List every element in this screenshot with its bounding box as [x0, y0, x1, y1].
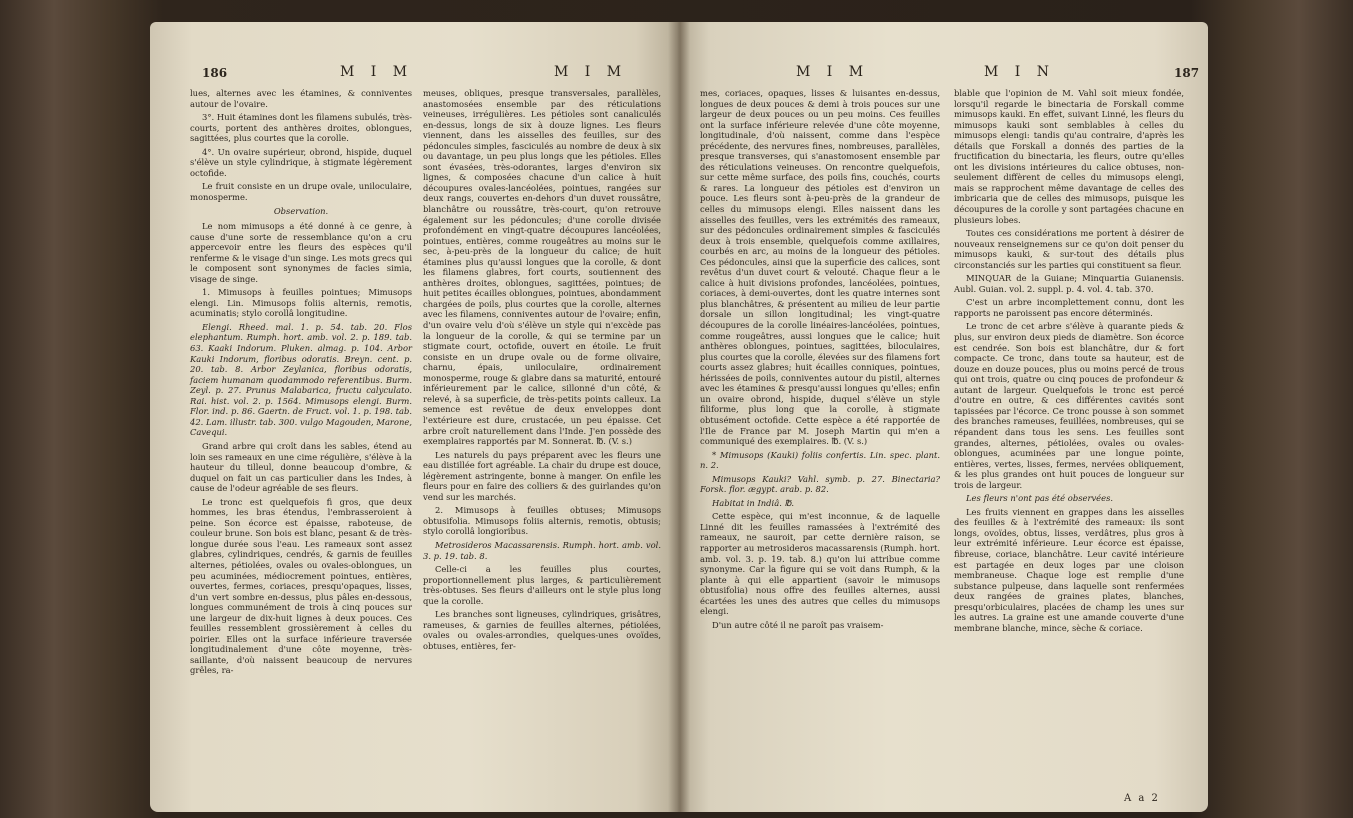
- paragraph: Les fleurs n'ont pas été observées.: [966, 493, 1114, 504]
- paragraph: Les fruits viennent en grappes dans les aisselles des feuilles & à l'extrémité des rameaux: ils sont longs, ovoïdes, obtus, lisses, verdâtres, plus gros à leur extrémité inférieure. Leur écorce est épaisse, fibreuse, coriace, blanchâtre. Leur cavité intérieure est partagée en deux loges par une cloison membraneuse. Chaque loge est remplie d'une substance pulpeuse, dans laquelle sont renfermées deux rangées de graines plates, blanches, presqu'orbiculaires, placées de champ les unes sur les autres. La graine est une amande couverte d'une membrane blanche, mince, sèche & coriace.: [954, 506, 1184, 633]
- paragraph: Grand arbre qui croît dans les sables, étend au loin ses rameaux en une cime régulière, s'élève à la hauteur du tilleul, donne beaucoup d'ombre, & duquel on fait un cas particulier dans les Indes, à cause de l'odeur agréable de ses fleurs.: [190, 440, 412, 494]
- paragraph: MINQUAR de la Guiane; Minquartia Guianensis. Aubl. Guian. vol. 2. suppl. p. 4. vol. 4. tab. 370.: [954, 273, 1184, 294]
- running-head: M I M: [554, 64, 628, 80]
- paragraph: mes, coriaces, opaques, lisses & luisantes en-dessus, longues de deux pouces & demi à trois pouces sur une largeur de deux pouces ou un peu moins. Ces feuilles ont la surface inférieure relevée d'une côte moyenne, longitudinale, d'où naissent, comme dans l'espèce précédente, des nervures fines, nombreuses, parallèles, presque transverses, qui s'anastomosent ensemble par des réticulations veineuses. On rencontre quelquefois, sur cette même surface, des poils fins, couchés, courts & rares. La longueur des pétioles est d'environ un pouce. Les fleurs sont à-peu-près de la grandeur de celles du mimusops elengi. Elles naissent dans les aisselles des feuilles, vers les extrémités des rameaux, sur des pédoncules ordinairement simples & fasciculés deux à trois ensemble, quelquefois comme axillaires, courbés en arc, au moins de la longueur des pétioles. Ces pédoncules, ainsi que la superficie des calices, sont revêtus d'un duvet court & velouté. Chaque fleur a le calice à huit divisions profondes, lancéolées, pointues, coriaces, à demi-ouvertes, dont les quatre internes sont plus blanchâtres, & présentent au milieu de leur partie dorsale un sillon longitudinal; les vingt-quatre découpures de la corolle linéaires-lancéolées, pointues, comme rougeâtres, aussi longues que le calice; huit anthères oblongues, pointues, sagittées, biloculaires, plus courtes que la corolle, élevées sur des filamens fort courts assez glabres; huit écailles conniques, pointues, hérissées de poils, conniventes autour du pistil, alternes avec les étamines & presqu'aussi longues qu'elles; enfin un ovaire obrond, hispide, duquel s'élève un style filiforme, plus long que la corolle, à stigmate obtusément octofide. Cette espèce a été rapportée de l'Ile de France par M. Joseph Martin qui m'en a communiqué des exemplaires. ℔. (V. s.): [700, 88, 940, 447]
- paragraph: Cette espèce, qui m'est inconnue, & de laquelle Linné dit les feuilles ramassées à l'extrémité des rameaux, ne sauroit, par cette dernière raison, se rapporter au metrosideros macassarensis (Rumph. hort. amb. vol. 3. p. 19. tab. 8.) qu'on lui attribue comme synonyme. Car la figure qui se voit dans Rumph, & la plante à qui elle appartient (savoir le mimusops obtusifolia) nous offre des feuilles alternes, aussi écartées les unes des autres que celles du mimusops elengi.: [700, 511, 940, 617]
- paragraph: Le tronc de cet arbre s'élève à quarante pieds & plus, sur environ deux pieds de diamètre. Son écorce est cendrée. Son bois est blanchâtre, dur & fort compacte. Ce tronc, dans toute sa hauteur, est de douze en douze pouces, plus ou moins percé de trous qui ont trois, quatre ou cinq pouces de profondeur & autant de largeur. Quelquefois le tronc est percé d'outre en outre, & ces différentes cavités sont tapissées par l'écorce. Ce tronc pousse à son sommet des branches rameuses, feuillées, nombreuses, qui se répandent dans tous les sens. Les feuilles sont grandes, alternes, pétiolées, ovales ou ovales-oblongues, acuminées par une longue pointe, entières, vertes, lisses, fermes, nervées obliquement, & les plus grandes ont huit pouces de longueur sur trois de largeur.: [954, 321, 1184, 490]
- paragraph: 4°. Un ovaire supérieur, obrond, hispide, duquel s'élève un style cylindrique, à stigmate légèrement octofide.: [190, 146, 412, 178]
- running-head: M I M: [340, 64, 414, 80]
- paragraph: D'un autre côté il ne paroît pas vraisem-: [712, 619, 884, 630]
- text-column: [423, 88, 661, 654]
- section-heading: Observation.: [273, 206, 329, 217]
- page-number: 187: [1174, 66, 1200, 80]
- text-column: [190, 88, 412, 679]
- paragraph: Le nom mimusops a été donné à ce genre, à cause d'une sorte de ressemblance qu'on a cru appercevoir entre les fleurs des espèces qu'il renferme & le visage d'un singe. Les mots grecs qui le composent sont synonymes de facies simia, visage de singe.: [190, 221, 412, 284]
- paragraph: Habitat in Indiâ. ℔.: [712, 497, 795, 508]
- paragraph: 1. Mimusops à feuilles pointues; Mimusops elengi. Lin. Mimusops foliis alternis, remotis, acuminatis; stylo corollâ longitudine.: [190, 287, 412, 319]
- paragraph: 2. Mimusops à feuilles obtuses; Mimusops obtusifolia. Mimusops foliis alternis, remotis, obtusis; stylo corollâ longioribus.: [423, 505, 661, 537]
- running-head: M I N: [984, 64, 1056, 80]
- paragraph: * Mimusops (Kauki) foliis confertis. Lin. spec. plant. n. 2.: [700, 449, 940, 471]
- paragraph: blable que l'opinion de M. Vahl soit mieux fondée, lorsqu'il regarde le binectaria de Forskall comme mimusops kauki. En effet, suivant Linné, les fleurs du mimusops kauki sont semblables à celles du mimusops elengi: tandis qu'au contraire, d'après les détails que Forskall a donnés des parties de la fructification du binectaria, les fleurs, outre qu'elles ont les divisions intérieures du calice obtuses, non-seulement diffèrent de celles du mimusops elengi, mais se rapprochent même davantage de celles des imbricaria que de celles des mimusops, puisque les découpures de la corolle y sont partagées chacune en plusieurs lobes.: [954, 88, 1184, 225]
- text-column: [700, 88, 940, 633]
- paragraph: lues, alternes avec les étamines, & conniventes autour de l'ovaire.: [190, 88, 412, 109]
- paragraph: Toutes ces considérations me portent à désirer de nouveaux renseignemens sur ce qu'on doit penser du mimusops kauki, & sur-tout des détails plus circonstanciés sur les parties qui constituent sa fleur.: [954, 228, 1184, 270]
- paragraph: Le fruit consiste en un drupe ovale, uniloculaire, monosperme.: [190, 181, 412, 202]
- paragraph: Mimusops Kauki? Vahl. symb. p. 27. Binectaria? Forsk. flor. ægypt. arab. p. 82.: [700, 473, 940, 495]
- paragraph: Les naturels du pays préparent avec les fleurs une eau distillée fort agréable. La chair du drupe est douce, légèrement astringente, bonne à manger. On enfile les fleurs pour en faire des colliers & des guirlandes qu'on vend sur les marchés.: [423, 449, 661, 502]
- paragraph: Metrosideros Macassarensis. Rumph. hort. amb. vol. 3. p. 19. tab. 8.: [423, 539, 661, 561]
- page-number: 186: [202, 66, 228, 80]
- text-column: [954, 88, 1184, 636]
- paragraph: Le tronc est quelquefois fi gros, que deux hommes, les bras étendus, l'embrasseroient à peine. Son écorce est épaisse, raboteuse, de couleur brune. Son bois est blanc, pesant & de très-longue durée sous l'eau. Les rameaux sont assez glabres, cylindriques, cendrés, & garnis de feuilles alternes, pétiolées, ovales ou ovales-oblongues, un peu acuminées, médiocrement pointues, entières, ouvertes, fermes, coriaces, presqu'opaques, lisses, d'un vert sombre en-dessus, plus pâles en-dessous, longues communément de trois à cinq pouces sur une largeur de dix-huit lignes à deux pouces. Ces feuilles ressemblent grossièrement à celles du poirier. Elles ont la surface inférieure traversée longitudinalement d'une côte moyenne, très-saillante, d'où naissent beaucoup de nervures grêles, ra-: [190, 496, 412, 676]
- paragraph: meuses, obliques, presque transversales, parallèles, anastomosées ensemble par des réticulations veineuses, irrégulières. Les pétioles sont canaliculés en-dessus, longs de six à douze lignes. Les fleurs viennent, dans les aisselles des feuilles, sur des pédoncules simples, fasciculés au nombre de deux à six ou davantage, un peu plus longs que les pétioles. Elles sont évasées, très-odorantes, larges d'environ six lignes, & composées chacune d'un calice à huit découpures ovales-lancéolées, pointues, rangées sur deux rangs, couvertes en-dehors d'un duvet roussâtre, blanchâtre ou roussâtre, très-court, qu'on retrouve également sur les pédoncules; d'une corolle divisée profondément en vingt-quatre découpures lancéolées, pointues, entières, comme rougeâtres au moins sur le sec, à-peu-près de la longueur du calice; de huit étamines plus qu'aussi longues que la corolle, & dont les filamens glabres, fort courts, soutiennent des anthères droites, oblongues, sagittées, pointues; de huit petites écailles oblongues, pointues, abondamment chargées de poils, plus courtes que la corolle, alternes avec les filamens, conniventes autour de l'ovaire; enfin, d'un ovaire velu d'où s'élève un style qui n'excède pas la longueur de la corolle, & qui se termine par un stigmate court, octofide, ouvert en étoile. Le fruit consiste en un drupe ovale ou de forme olivaire, charnu, épais, uniloculaire, ordinairement monosperme, rouge & glabre dans sa maturité, entouré inférieurement par le calice, sillonné d'un côté, & relevé, à sa superficie, de très-petits points calleux. La semence est revêtue de deux enveloppes dont l'extérieure est dure, crustacée, un peu épaisse. Cet arbre croît naturellement dans l'Inde. J'en possède des exemplaires rapportés par M. Sonnerat. ℔. (V. s.): [423, 88, 661, 447]
- paragraph: C'est un arbre incomplettement connu, dont les rapports ne paroissent pas encore déterminés.: [954, 297, 1184, 318]
- paragraph: Les branches sont ligneuses, cylindriques, grisâtres, rameuses, & garnies de feuilles alternes, pétiolées, ovales ou ovales-arrondies, quelques-unes ovoïdes, obtuses, entières, fer-: [423, 609, 661, 651]
- running-head: M I M: [796, 64, 870, 80]
- right-page: [678, 22, 1208, 812]
- signature-mark: A a 2: [1124, 793, 1160, 804]
- left-page: [150, 22, 678, 812]
- paragraph: 3°. Huit étamines dont les filamens subulés, très-courts, portent des anthères droites, oblongues, sagittées, plus courtes que la corolle.: [190, 112, 412, 144]
- paragraph: Celle-ci a les feuilles plus courtes, proportionnellement plus larges, & particulièrement très-obtuses. Ses fleurs d'ailleurs ont le style plus long que la corolle.: [423, 564, 661, 606]
- paragraph: Elengi. Rheed. mal. 1. p. 54. tab. 20. Flos elephantum. Rumph. hort. amb. vol. 2. p. 189. tab. 63. Kaaki Indorum. Pluken. almag. p. 104. Arbor Kauki Indorum, floribus odoratis. Breyn. cent. p. 20. tab. 8. Arbor Zeylanica, floribus odoratis, faciem humanam quodammodo referentibus. Burm. Zeyl. p. 27. Prunus Malabarica, fructu calyculato. Rai. hist. vol. 2. p. 1564. Mimusops elengi. Burm. Flor. ind. p. 86. Gaertn. de Fruct. vol. 1. p. 198. tab. 42. Lam. illustr. tab. 300. vulgo Magouden, Marone, Cavequi.: [190, 321, 412, 438]
